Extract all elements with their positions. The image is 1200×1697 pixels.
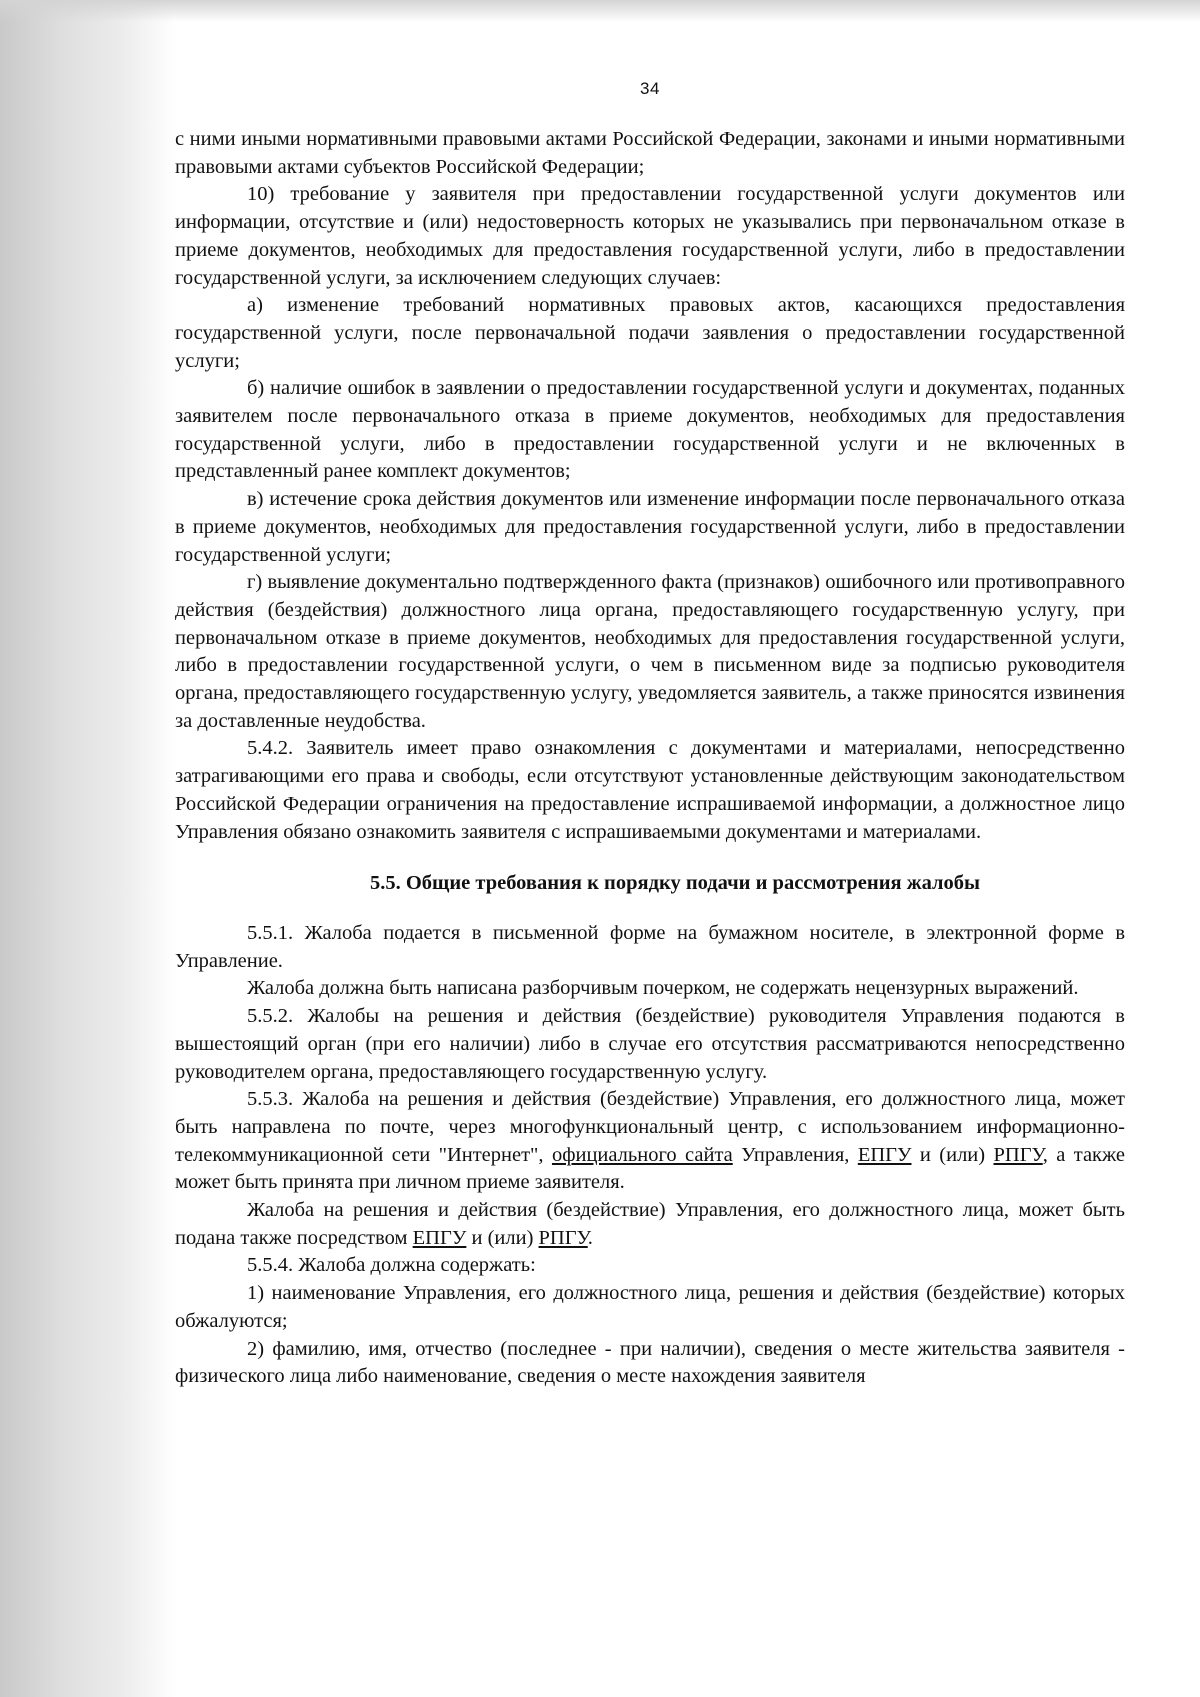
rpgu-link[interactable]: РПГУ bbox=[538, 1226, 588, 1249]
paragraph: Жалоба должна быть написана разборчивым почерком, не содержать нецензурных выражений. bbox=[247, 977, 1079, 1000]
rpgu-link[interactable]: РПГУ bbox=[993, 1143, 1043, 1166]
section-heading: 5.5. Общие требования к порядку подачи и рассмотрения жалобы bbox=[369, 872, 981, 895]
scan-shadow-top bbox=[0, 0, 1200, 22]
document-body bbox=[175, 126, 1125, 1391]
paragraph: 5.4.2. Заявитель имеет право ознакомления с документами и материалами, непосредственно затрагивающими его права и свободы, если отсутствуют установленные действующим законодательством Российской Федерации ограничения на предоставление испрашиваемой информации, а должностное лицо Управления обязано ознакомить заявителя с испрашиваемыми документами и материалами. bbox=[175, 737, 1125, 843]
text-span: 5.5.3. Жалоба на решения и действия (бездействие) Управления, его должностного лица, может быть направлена по почте, через многофункциональный центр, с использованием информационно-телекоммуникационной сети "Интернет", bbox=[175, 1088, 1125, 1166]
official-site-link[interactable]: официального сайта bbox=[551, 1143, 733, 1166]
paragraph: с ними иными нормативными правовыми актами Российской Федерации, законами и иными нормативными правовыми актами субъектов Российской Федерации; bbox=[175, 128, 1125, 178]
page-number: 34 bbox=[640, 79, 660, 98]
paragraph: 1) наименование Управления, его должностного лица, решения и действия (бездействие) которых обжалуются; bbox=[175, 1282, 1125, 1332]
paragraph: 5.5.2. Жалобы на решения и действия (бездействие) руководителя Управления подаются в вышестоящий орган (при его наличии) либо в случае его отсутствия рассматриваются непосредственно руководителем органа, предоставляющего государственную услугу. bbox=[175, 1005, 1125, 1083]
paragraph: 5.5.1. Жалоба подается в письменной форме на бумажном носителе, в электронной форме в Управление. bbox=[175, 921, 1125, 972]
paragraph: 10) требование у заявителя при предоставлении государственной услуги документов или информации, отсутствие и (или) недостоверность которых не указывались при первоначальном отказе в приеме документов, необходимых для предоставления государственной услуги, либо в предоставлении государственной услуги, за исключением следующих случаев: bbox=[175, 183, 1125, 289]
epgu-link[interactable]: ЕПГУ bbox=[412, 1226, 467, 1249]
paragraph: г) выявление документально подтвержденного факта (признаков) ошибочного или противоправного действия (бездействия) должностного лица органа, предоставляющего государственную услугу, при первоначальном отказе в приеме документов, необходимых для предоставления государственной услуги, либо в предоставлении государственной услуги, о чем в письменном виде за подписью руководителя органа, предоставляющего государственную услугу, уведомляется заявитель, а также приносятся извинения за доставленные неудобства. bbox=[175, 571, 1125, 732]
text-span: Управления, bbox=[732, 1143, 858, 1166]
text-span: Жалоба на решения и действия (бездействие) Управления, его должностного лица, может быть подана также посредством bbox=[175, 1199, 1125, 1249]
paragraph: 2) фамилию, имя, отчество (последнее - при наличии), сведения о месте жительства заявителя - физического лица либо наименование, сведения о месте нахождения заявителя bbox=[175, 1337, 1125, 1388]
text-span: . bbox=[587, 1226, 593, 1249]
paragraph: а) изменение требований нормативных правовых актов, касающихся предоставления государственной услуги, после первоначальной подачи заявления о предоставлении государственной услуги; bbox=[175, 294, 1125, 372]
text-span: и (или) bbox=[466, 1226, 539, 1249]
text-span: и (или) bbox=[911, 1143, 994, 1166]
paragraph: 5.5.4. Жалоба должна содержать: bbox=[247, 1254, 536, 1277]
scan-shadow-left bbox=[0, 0, 175, 1697]
paragraph: б) наличие ошибок в заявлении о предоставлении государственной услуги и документах, поданных заявителем после первоначального отказа в приеме документов, необходимых для предоставления государственной услуги, либо в предоставлении государственной услуги и не включенных в представленный ранее комплект документов; bbox=[175, 377, 1125, 483]
epgu-link[interactable]: ЕПГУ bbox=[857, 1143, 912, 1166]
paragraph-5-5-3 bbox=[175, 1086, 1125, 1197]
paragraph-complaint bbox=[175, 1197, 1125, 1252]
text-span: , а также может быть принята при личном приеме заявителя. bbox=[175, 1143, 1126, 1194]
paragraph: в) истечение срока действия документов или изменение информации после первоначального отказа в приеме документов, необходимых для предоставления государственной услуги, либо в предоставлении государственной услуги; bbox=[175, 488, 1125, 566]
